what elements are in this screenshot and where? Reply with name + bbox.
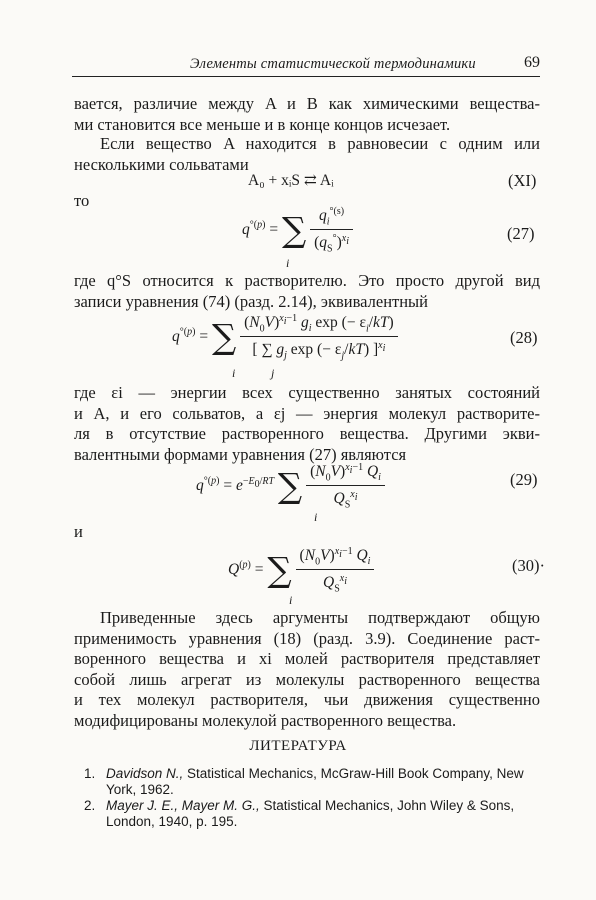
equation-number-27: (27) <box>507 224 535 243</box>
equation-30: $Q^{(p)}$ = ∑ $\frac{(N_0V)^{x_i-1} Q_i}{Q_S^{x_i}}$ <box>228 546 374 595</box>
equation-number-28: (28) <box>510 328 538 347</box>
text-line: собой лишь агрегат из молекулы растворенного вещества <box>74 669 540 689</box>
equation-number-xi: (XI) <box>508 171 537 190</box>
sum-index: i <box>314 510 318 524</box>
reference-text: Statistical Mechanics, McGraw-Hill Book Company, New York, 1962. <box>106 766 524 797</box>
text-line: где εi — энергии всех существенно занятых состояний <box>74 383 540 402</box>
page-number: 69 <box>524 54 540 71</box>
text-to: то <box>74 191 90 210</box>
text-line: ля в отсутствие растворенного вещества. Другими экви- <box>74 424 540 443</box>
paragraph-4 <box>74 383 540 465</box>
sum-symbol: ∑ <box>277 466 303 507</box>
reference-author: Davidson N., <box>106 766 184 781</box>
sum-index: i <box>289 593 293 607</box>
text-line: и A, и его сольватов, а εj — энергия молекул растворите- <box>74 403 540 423</box>
text-line: Если вещество A находится в равновесии с одним или <box>100 134 540 153</box>
sum-symbol: ∑ <box>211 317 237 358</box>
text-line: вается, различие между A и B как химическими вещества- <box>74 94 540 113</box>
text-line: модифицированы молекулой растворенного вещества. <box>74 710 457 730</box>
equation-xi: A₀ + xᵢS ⇄ Aᵢ <box>248 172 334 189</box>
text-line: и тех молекул растворителя, чьи движения существенно <box>74 690 540 709</box>
text-line: воренного вещества и xi молей растворителя представляет <box>74 649 540 668</box>
text-line: где q°S относится к растворителю. Это просто другой вид <box>74 271 540 290</box>
sum-index: j <box>271 366 275 380</box>
fraction: $\frac{(N_0V)^{x_i-1} Q_i}{Q_S^{x_i}}$ <box>306 462 385 511</box>
literature-heading: ЛИТЕРАТУРА <box>249 738 347 754</box>
equation-number-29: (29) <box>510 470 538 489</box>
text-line: валентными формами уравнения (27) являются <box>74 444 407 464</box>
fraction: $\frac{q_i^{^\circ(s)}}{(q_S^\circ)^{x_i}}$ <box>310 206 353 255</box>
paragraph-3 <box>74 271 540 312</box>
text-line: Приведенные здесь аргументы подтверждают общую <box>100 608 540 627</box>
sum-symbol: ∑ <box>281 210 307 251</box>
reference-author: Mayer J. E., Mayer M. G., <box>106 798 260 813</box>
header-title: Элементы статистической термодинамики <box>190 56 476 72</box>
text-line: записи уравнения (74) (разд. 2.14), эквивалентный <box>74 291 428 311</box>
equation-28: $q^{^\circ(p)}$ = ∑ $\frac{(N_0V)^{x_i-1} g_i \exp (- \varepsilon_i/kT)}{[ \sum g_j \exp (- \varepsilon_j/kT) ]^{x_i}}$ <box>172 313 398 362</box>
text-and: и <box>74 522 83 541</box>
reference-number: 2. <box>84 798 96 813</box>
fraction: $\frac{(N_0V)^{x_i-1} Q_i}{Q_S^{x_i}}$ <box>296 546 375 595</box>
paragraph-5 <box>74 608 540 731</box>
reference-number: 1. <box>84 766 96 781</box>
equation-27: $q^{^\circ(p)}$ = ∑ $\frac{q_i^{^\circ(s)}}{(q_S^\circ)^{x_i}}$ <box>242 206 353 255</box>
reference-item <box>84 766 544 800</box>
equation-29: $q^{^\circ(p)} = e^{-E_0/RT}$ ∑ $\frac{(N_0V)^{x_i-1} Q_i}{Q_S^{x_i}}$ <box>196 462 385 511</box>
running-header <box>72 50 540 77</box>
equation-number-30: (30)· <box>512 556 545 575</box>
sum-symbol: ∑ <box>267 550 292 591</box>
sum-index: i <box>286 256 290 270</box>
text-line: ми становится все меньше и в конце концов исчезает. <box>74 114 451 134</box>
text-line: применимость уравнения (18) (разд. 3.9). Соединение раст- <box>74 628 540 648</box>
reference-item <box>84 798 544 832</box>
text-line: несколькими сольватами <box>74 154 249 174</box>
fraction: $\frac{(N_0V)^{x_i-1} g_i \exp (- \varepsilon_i/kT)}{[ \sum g_j \exp (- \varepsilon_j/kT) ]^{x_i}}$ <box>240 313 398 362</box>
sum-index: i <box>232 366 236 380</box>
paragraph-2 <box>74 134 540 175</box>
paragraph-1 <box>74 94 540 135</box>
reference-text: Statistical Mechanics, John Wiley & Sons, London, 1940, p. 195. <box>106 798 515 829</box>
